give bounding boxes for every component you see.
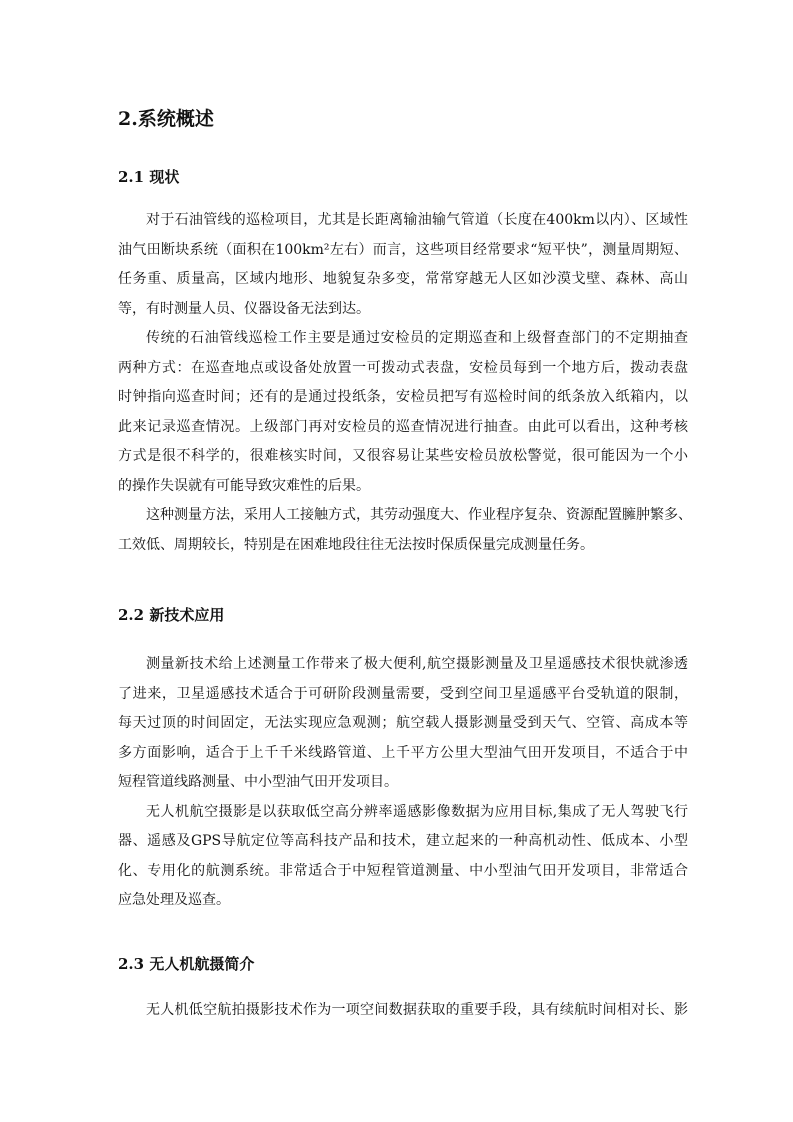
text-line: 无人机航空摄影是以获取低空高分辨率遥感影像数据为应用目标,集成了无人驾驶飞行 bbox=[146, 803, 688, 820]
paragraph bbox=[118, 206, 688, 324]
paragraph bbox=[118, 996, 688, 1026]
text-line: 方式是很不科学的，很难核实时间，又很容易让某些安检员放松警觉，很可能因为一个小 bbox=[118, 448, 688, 464]
text-line: 工效低、周期较长，特别是在困难地段往往无法按时保质保量完成测量任务。 bbox=[118, 536, 594, 553]
text-line: 多方面影响，适合于上千千米线路管道、上千平方公里大型油气田开发项目，不适合于中 bbox=[118, 744, 688, 761]
section-heading: 2.1 现状 bbox=[118, 168, 180, 186]
paragraph bbox=[118, 324, 688, 501]
text-line: 的操作失误就有可能导致灾难性的后果。 bbox=[118, 477, 370, 494]
text-line: 测量新技术给上述测量工作带来了极大便利,航空摄影测量及卫星遥感技术很快就渗透 bbox=[146, 656, 688, 672]
text-line: 化、专用化的航测系统。非常适合于中短程管道测量、中小型油气田开发项目，非常适合 bbox=[118, 862, 688, 879]
text-line: 油气田断块系统（面积在100km²左右）而言，这些项目经常要求“短平快”，测量周期短、 bbox=[118, 241, 688, 258]
section-heading: 2.3 无人机航摄简介 bbox=[118, 955, 255, 973]
text-line: 任务重、质量高，区域内地形、地貌复杂多变，常常穿越无人区如沙漠戈壁、森林、高山 bbox=[118, 271, 688, 287]
text-line: 这种测量方法，采用人工接触方式，其劳动强度大、作业程序复杂、资源配置臃肿繁多、 bbox=[146, 507, 692, 523]
text-line: 等，有时测量人员、仪器设备无法到达。 bbox=[118, 300, 370, 317]
text-line: 无人机低空航拍摄影技术作为一项空间数据获取的重要手段，具有续航时间相对长、影 bbox=[146, 1002, 688, 1018]
page-title: 2.系统概述 bbox=[118, 108, 214, 130]
text-line: 每天过顶的时间固定，无法实现应急观测；航空载人摄影测量受到天气、空管、高成本等 bbox=[118, 715, 688, 731]
paragraph bbox=[118, 650, 688, 798]
text-line: 了进来，卫星遥感技术适合于可研阶段测量需要，受到空间卫星遥感平台受轨道的限制， bbox=[118, 685, 688, 702]
text-line: 短程管道线路测量、中小型油气田开发项目。 bbox=[118, 774, 398, 790]
text-line: 应急处理及巡查。 bbox=[118, 892, 230, 908]
paragraph bbox=[118, 798, 688, 916]
text-line: 时钟指向巡查时间；还有的是通过投纸条，安检员把写有巡检时间的纸条放入纸箱内，以 bbox=[118, 389, 688, 405]
section-heading: 2.2 新技术应用 bbox=[118, 606, 225, 624]
text-line: 两种方式：在巡查地点或设备处放置一可拨动式表盘，安检员每到一个地方后，拨动表盘 bbox=[118, 359, 688, 376]
paragraph bbox=[118, 501, 692, 560]
text-line: 对于石油管线的巡检项目，尤其是长距离输油输气管道（长度在400km以内）、区域性 bbox=[146, 212, 688, 228]
text-line: 器、遥感及GPS导航定位等高科技产品和技术，建立起来的一种高机动性、低成本、小型 bbox=[118, 833, 688, 849]
section-body bbox=[118, 206, 692, 560]
section-body bbox=[118, 996, 688, 1026]
text-line: 传统的石油管线巡检工作主要是通过安检员的定期巡查和上级督查部门的不定期抽查 bbox=[146, 330, 688, 346]
text-line: 此来记录巡查情况。上级部门再对安检员的巡查情况进行抽查。由此可以看出，这种考核 bbox=[118, 418, 688, 435]
section-body bbox=[118, 650, 688, 916]
